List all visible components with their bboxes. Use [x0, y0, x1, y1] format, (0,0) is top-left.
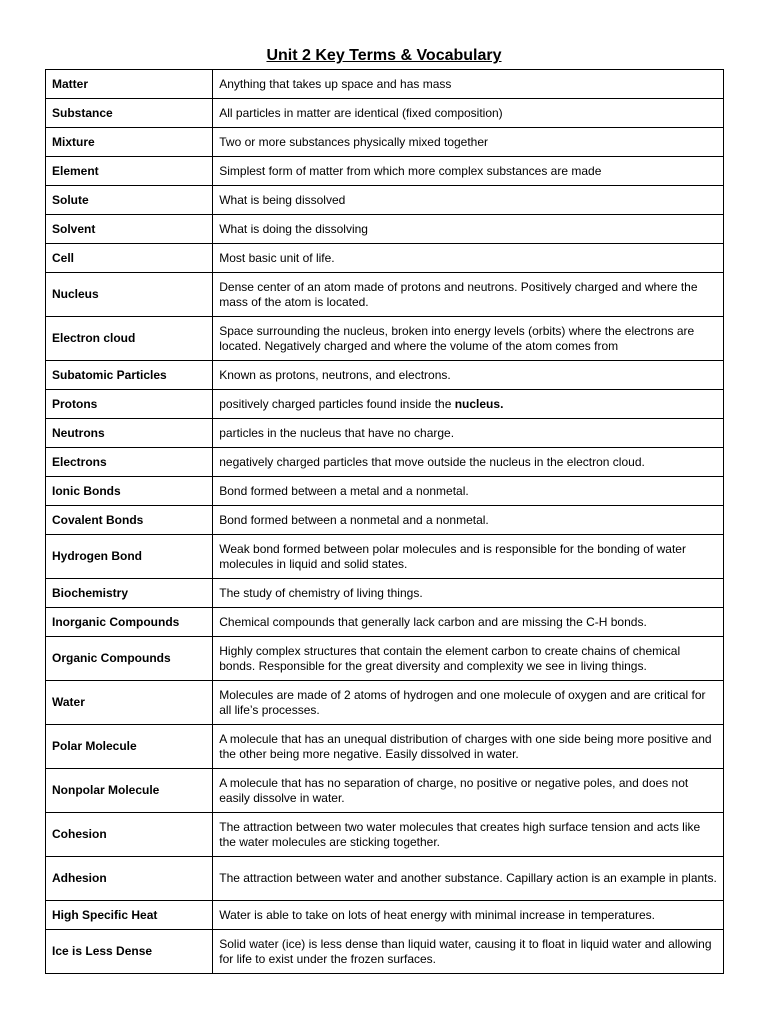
- definition-text: Space surrounding the nucleus, broken into energy levels (orbits) where the electrons are located. Negatively charged and where the volume of the atom comes from: [219, 323, 695, 353]
- term-cell: Solvent: [46, 215, 213, 244]
- definition-text: negatively charged particles that move outside the nucleus in the electron cloud.: [219, 454, 645, 469]
- term-cell: High Specific Heat: [46, 901, 213, 930]
- definition-cell: [213, 813, 724, 857]
- term-cell: Polar Molecule: [46, 725, 213, 769]
- definition-bold-text: nucleus.: [454, 396, 504, 411]
- definition-text: What is being dissolved: [219, 192, 346, 207]
- table-row: [46, 419, 724, 448]
- definition-cell: [213, 99, 724, 128]
- term-cell: Organic Compounds: [46, 637, 213, 681]
- definition-text: The attraction between water and another substance. Capillary action is an example in plants.: [219, 871, 717, 885]
- term-cell: Water: [46, 681, 213, 725]
- table-row: [46, 273, 724, 317]
- definition-text: Chemical compounds that generally lack carbon and are missing the C-H bonds.: [219, 614, 647, 629]
- definition-cell: [213, 361, 724, 390]
- term-cell: Adhesion: [46, 857, 213, 901]
- definition-text: positively charged particles found inside the: [219, 396, 452, 411]
- definition-text: Anything that takes up space and has mass: [219, 76, 452, 91]
- table-row: [46, 769, 724, 813]
- definition-cell: [213, 857, 724, 901]
- definition-cell: [213, 769, 724, 813]
- term-cell: Ice is Less Dense: [46, 930, 213, 974]
- term-cell: Nonpolar Molecule: [46, 769, 213, 813]
- table-row: [46, 535, 724, 579]
- definition-cell: [213, 128, 724, 157]
- term-cell: Protons: [46, 390, 213, 419]
- table-row: [46, 361, 724, 390]
- definition-text: A molecule that has an unequal distribution of charges with one side being more positive and the other being more negative. Easily dissolved in water.: [219, 731, 712, 761]
- term-cell: Electron cloud: [46, 317, 213, 361]
- definition-cell: [213, 390, 724, 419]
- definition-cell: [213, 244, 724, 273]
- table-row: [46, 608, 724, 637]
- definition-cell: [213, 608, 724, 637]
- table-row: [46, 448, 724, 477]
- table-row: [46, 157, 724, 186]
- definition-cell: [213, 535, 724, 579]
- definition-text: Solid water (ice) is less dense than liquid water, causing it to float in liquid water and allowing for life to exist under the frozen surfaces.: [219, 936, 712, 966]
- definition-text: Two or more substances physically mixed together: [219, 134, 489, 149]
- table-row: [46, 477, 724, 506]
- table-row: [46, 390, 724, 419]
- definition-cell: [213, 506, 724, 535]
- definition-text: A molecule that has no separation of charge, no positive or negative poles, and does not easily dissolve in water.: [219, 775, 689, 805]
- definition-cell: [213, 215, 724, 244]
- definition-text: The study of chemistry of living things.: [219, 585, 423, 600]
- definition-text: Known as protons, neutrons, and electrons.: [219, 367, 451, 382]
- table-row: [46, 215, 724, 244]
- term-cell: Electrons: [46, 448, 213, 477]
- definition-cell: [213, 901, 724, 930]
- definition-text: particles in the nucleus that have no charge.: [219, 425, 455, 440]
- table-row: [46, 725, 724, 769]
- definition-cell: [213, 448, 724, 477]
- table-row: [46, 70, 724, 99]
- definition-cell: [213, 273, 724, 317]
- vocabulary-table: [45, 69, 724, 974]
- term-cell: Inorganic Compounds: [46, 608, 213, 637]
- table-row: [46, 813, 724, 857]
- term-cell: Biochemistry: [46, 579, 213, 608]
- table-row: [46, 681, 724, 725]
- table-row: [46, 637, 724, 681]
- definition-cell: [213, 317, 724, 361]
- definition-text: Most basic unit of life.: [219, 250, 335, 265]
- definition-cell: [213, 70, 724, 99]
- definition-text: Weak bond formed between polar molecules and is responsible for the bonding of water molecules in liquid and solid states.: [219, 541, 686, 571]
- term-cell: Cohesion: [46, 813, 213, 857]
- term-cell: Element: [46, 157, 213, 186]
- table-row: [46, 317, 724, 361]
- definition-text: Molecules are made of 2 atoms of hydrogen and one molecule of oxygen and are critical for all life’s processes.: [219, 687, 706, 717]
- definition-cell: [213, 186, 724, 215]
- term-cell: Nucleus: [46, 273, 213, 317]
- table-row: [46, 901, 724, 930]
- definition-cell: [213, 725, 724, 769]
- definition-cell: [213, 579, 724, 608]
- definition-text: Highly complex structures that contain the element carbon to create chains of chemical bonds. Responsible for the great diversity and complexity we see in living things.: [219, 643, 681, 673]
- definition-cell: [213, 419, 724, 448]
- table-row: [46, 506, 724, 535]
- definition-cell: [213, 681, 724, 725]
- definition-text: Dense center of an atom made of protons and neutrons. Positively charged and where the mass of the atom is located.: [219, 279, 698, 309]
- term-cell: Mixture: [46, 128, 213, 157]
- definition-text: What is doing the dissolving: [219, 221, 368, 236]
- definition-text: Bond formed between a metal and a nonmetal.: [219, 483, 469, 498]
- definition-text: Water is able to take on lots of heat energy with minimal increase in temperatures.: [219, 907, 655, 922]
- definition-cell: [213, 157, 724, 186]
- table-row: [46, 930, 724, 974]
- table-row: [46, 186, 724, 215]
- term-cell: Solute: [46, 186, 213, 215]
- definition-text: The attraction between two water molecules that creates high surface tension and acts like the water molecules are sticking together.: [219, 819, 701, 849]
- page-title: Unit 2 Key Terms & Vocabulary: [266, 47, 502, 64]
- table-row: [46, 128, 724, 157]
- term-cell: Substance: [46, 99, 213, 128]
- definition-text: Bond formed between a nonmetal and a nonmetal.: [219, 512, 489, 527]
- table-row: [46, 579, 724, 608]
- table-row: [46, 857, 724, 901]
- term-cell: Neutrons: [46, 419, 213, 448]
- term-cell: Covalent Bonds: [46, 506, 213, 535]
- table-row: [46, 244, 724, 273]
- term-cell: Subatomic Particles: [46, 361, 213, 390]
- term-cell: Hydrogen Bond: [46, 535, 213, 579]
- term-cell: Matter: [46, 70, 213, 99]
- term-cell: Ionic Bonds: [46, 477, 213, 506]
- definition-cell: [213, 477, 724, 506]
- definition-text: Simplest form of matter from which more complex substances are made: [219, 163, 602, 178]
- term-cell: Cell: [46, 244, 213, 273]
- definition-text: All particles in matter are identical (fixed composition): [219, 105, 503, 120]
- definition-cell: [213, 930, 724, 974]
- definition-cell: [213, 637, 724, 681]
- table-row: [46, 99, 724, 128]
